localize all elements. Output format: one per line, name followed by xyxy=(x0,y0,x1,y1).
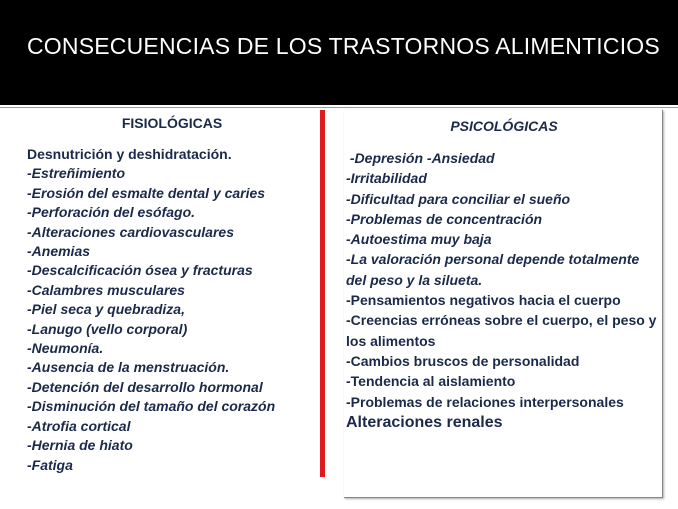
list-item: -Perforación del esófago. xyxy=(27,204,196,221)
list-item: -La valoración personal depende totalmente del peso y la silueta. xyxy=(346,251,640,288)
list-item: -Detención del desarrollo hormonal xyxy=(27,378,263,395)
psychological-heading: PSICOLÓGICAS xyxy=(450,118,558,134)
psychological-column xyxy=(346,113,662,434)
slide-title: CONSECUENCIAS DE LOS TRASTORNOS ALIMENTICIOS xyxy=(27,33,660,59)
list-item: -Descalcificación ósea y fracturas xyxy=(27,262,253,279)
list-item: -Calambres musculares xyxy=(27,281,185,298)
list-item: Alteraciones renales xyxy=(346,413,503,431)
list-item: -Piel seca y quebradiza, xyxy=(27,301,185,318)
list-item: -Estreñimiento xyxy=(27,165,126,182)
header-divider xyxy=(0,107,678,108)
title-bar xyxy=(0,0,678,105)
list-item: -Irritabilidad xyxy=(346,170,427,187)
list-item: -Pensamientos negativos hacia el cuerpo xyxy=(346,292,621,309)
list-item: -Problemas de relaciones interpersonales xyxy=(346,393,624,410)
list-item: -Fatiga xyxy=(27,456,73,473)
list-item: Desnutrición y deshidratación. xyxy=(27,146,232,162)
column-divider xyxy=(320,110,325,477)
physiological-heading: FISIOLÓGICAS xyxy=(121,115,223,131)
list-item: -Anemias xyxy=(27,243,91,260)
list-item: -Alteraciones cardiovasculares xyxy=(27,223,234,240)
list-item: -Neumonía. xyxy=(27,340,104,357)
list-item: -Ausencia de la menstruación. xyxy=(27,359,230,376)
list-item: -Lanugo (vello corporal) xyxy=(27,320,188,337)
list-item: -Cambios bruscos de personalidad xyxy=(346,352,580,369)
list-item: -Creencias erróneas sobre el cuerpo, el peso y los alimentos xyxy=(346,312,657,349)
list-item: -Tendencia al aislamiento xyxy=(346,373,516,390)
list-item: -Hernia de hiato xyxy=(27,437,133,454)
list-item: -Atrofia cortical xyxy=(27,417,131,434)
list-item: -Problemas de concentración xyxy=(346,210,543,227)
list-item: -Autoestima muy baja xyxy=(346,231,492,248)
list-item: -Dificultad para conciliar el sueño xyxy=(346,190,571,207)
list-item: -Depresión -Ansiedad xyxy=(346,150,495,166)
list-item: -Erosión del esmalte dental y caries xyxy=(27,184,266,201)
list-item: -Disminución del tamaño del corazón xyxy=(27,398,276,415)
physiological-column xyxy=(27,113,317,475)
